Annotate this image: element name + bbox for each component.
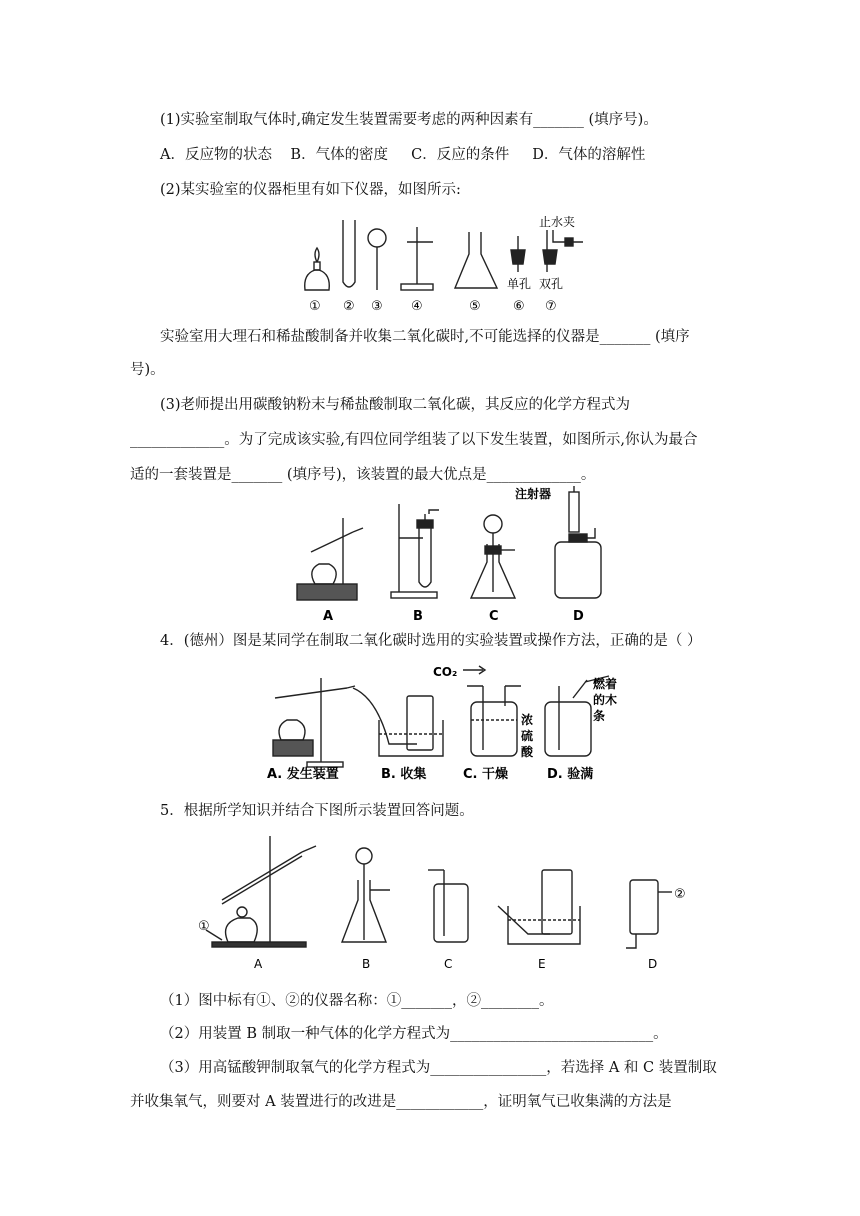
q4-stick-3: 条	[593, 709, 606, 723]
instruments-figure	[295, 212, 615, 318]
q4-label-b: B. 收集	[381, 767, 427, 782]
q3-part3b: 号)。	[130, 362, 165, 378]
q4-figure	[267, 658, 647, 786]
fig2-label-a: A	[323, 609, 334, 624]
fig1-label-4: ④	[411, 299, 423, 314]
q4-co2-label: CO₂	[433, 665, 458, 679]
fig1-label-double-hole: 双孔	[539, 277, 564, 291]
fig1-label-single-hole: 单孔	[507, 277, 532, 291]
q5-sub3b: 并收集氧气，则要对 A 装置进行的改进是____________，证明氧气已收集满的方法是	[130, 1094, 672, 1110]
q5-mark-1: ①	[198, 919, 210, 934]
q5-sub1: （1）图中标有①、②的仪器名称：①_______，②________。	[160, 993, 554, 1009]
q3-part6: 适的一套装置是_______ (填序号)，该装置的最大优点是_____________。	[130, 467, 596, 483]
q3-part5: _____________。为了完成该实验,有四位同学组装了以下发生装置，如图所示,你认为最合	[130, 432, 698, 448]
q5-figure	[198, 830, 698, 976]
q3-part3a: 实验室用大理石和稀盐酸制备并收集二氧化碳时,不可能选择的仪器是_______ (填序	[160, 329, 690, 345]
generator-setups-figure	[293, 484, 613, 626]
fig1-label-6: ⑥	[513, 299, 525, 314]
q5-label-d: D	[648, 957, 658, 971]
fig2-label-c: C	[489, 609, 499, 624]
q5-sub3a: （3）用高锰酸钾制取氧气的化学方程式为________________，若选择 A 和 C 装置制取	[160, 1060, 717, 1076]
q5-label-e: E	[538, 957, 546, 971]
q3-part4: (3)老师提出用碳酸钠粉末与稀盐酸制取二氧化碳，其反应的化学方程式为	[160, 397, 631, 413]
q5-sub2: （2）用装置 B 制取一种气体的化学方程式为____________________________。	[160, 1026, 668, 1042]
q5-label-b: B	[362, 957, 371, 971]
q4-label-c: C. 干燥	[463, 767, 509, 782]
q5-stem: 5．根据所学知识并结合下图所示装置回答问题。	[160, 803, 474, 819]
fig2-label-d: D	[573, 609, 584, 624]
q5-label-c: C	[444, 957, 453, 971]
fig2-label-b: B	[413, 609, 423, 624]
fig1-clamp-label: 止水夹	[539, 215, 576, 229]
fig1-label-2: ②	[343, 299, 355, 314]
q5-label-a: A	[254, 957, 263, 971]
q4-acid-3: 酸	[521, 745, 534, 759]
fig1-label-7: ⑦	[545, 299, 557, 314]
q4-stick-2: 的木	[593, 693, 618, 707]
fig2-syringe-label: 注射器	[515, 487, 552, 501]
q3-part1: (1)实验室制取气体时,确定发生装置需要考虑的两种因素有_______ (填序号)。	[160, 112, 658, 128]
q5-mark-2: ②	[674, 887, 686, 902]
fig1-label-1: ①	[309, 299, 321, 314]
q4-label-d: D. 验满	[547, 767, 594, 782]
fig1-label-5: ⑤	[469, 299, 481, 314]
q4-stick-1: 燃着	[593, 677, 618, 691]
q4-acid-1: 浓	[521, 713, 534, 727]
fig1-label-3: ③	[371, 299, 383, 314]
q3-part2: (2)某实验室的仪器柜里有如下仪器，如图所示:	[160, 182, 461, 198]
q4-label-a: A. 发生装置	[267, 767, 339, 782]
q4-acid-2: 硫	[521, 729, 534, 743]
q3-options: A．反应物的状态 B．气体的密度 C．反应的条件 D．气体的溶解性	[160, 147, 646, 163]
q4-stem: 4．(德州）图是某同学在制取二氧化碳时选用的实验装置或操作方法，正确的是（ ）	[160, 633, 702, 649]
